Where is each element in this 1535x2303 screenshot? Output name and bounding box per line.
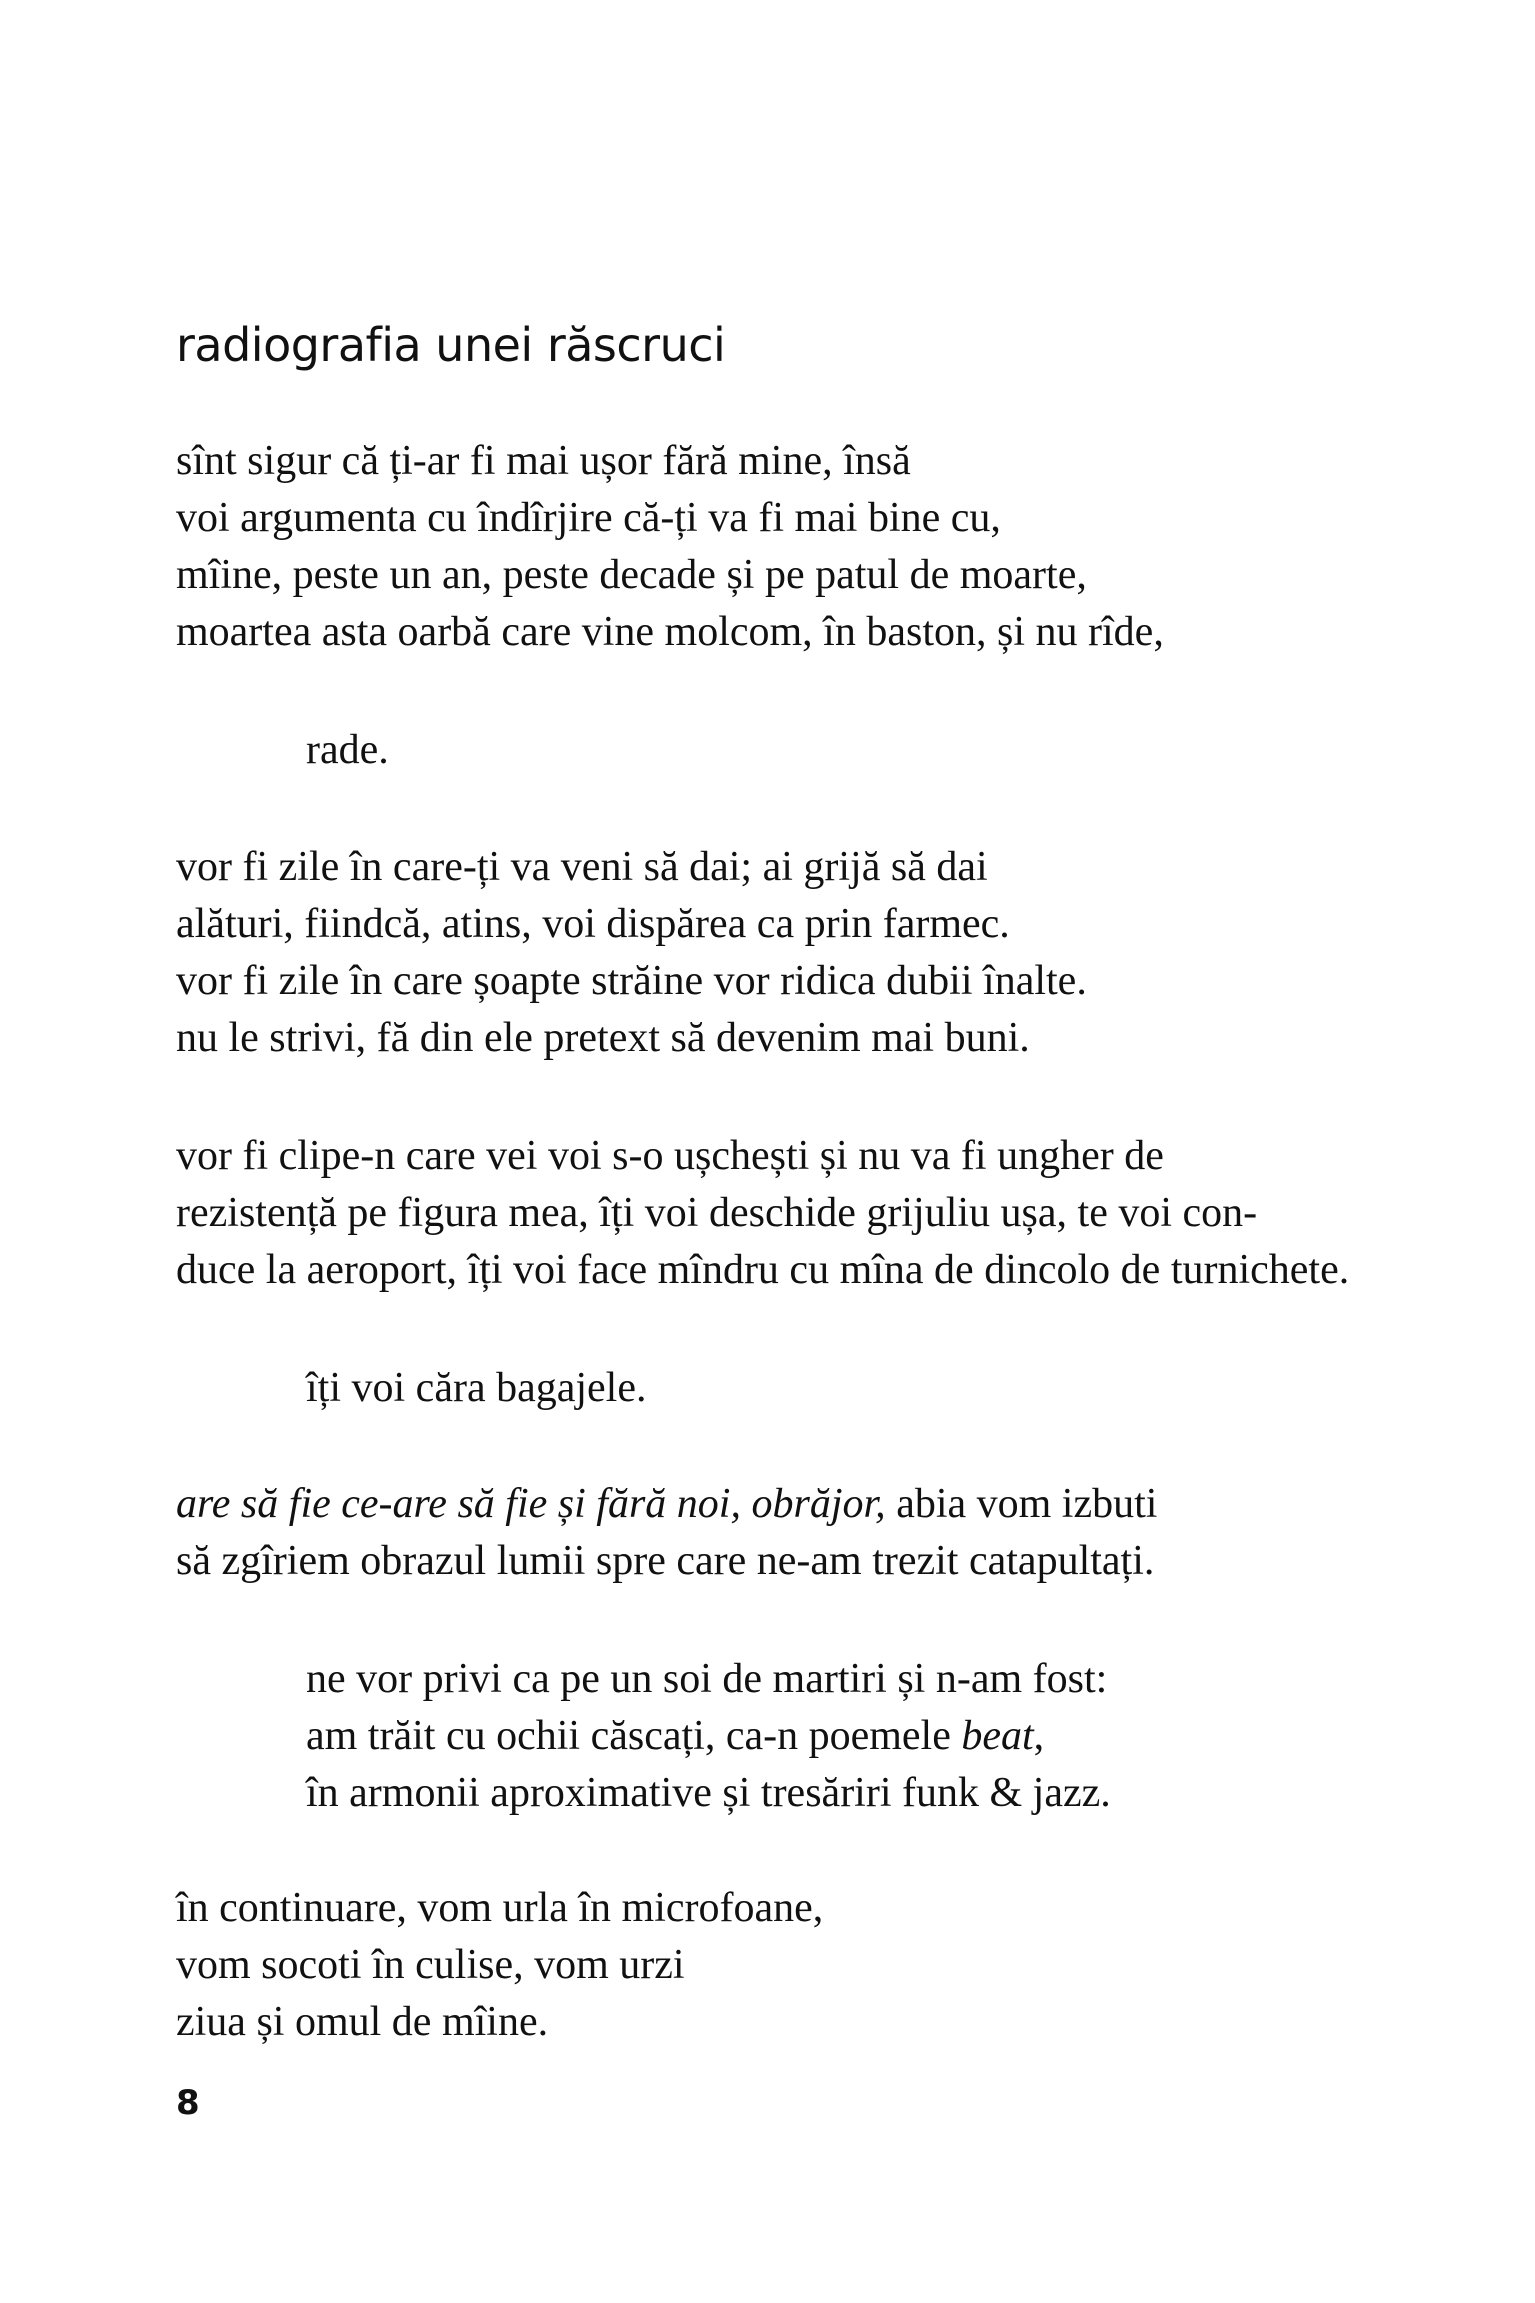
poem-line: vor fi zile în care șoapte străine vor ridica dubii înalte. (176, 958, 1087, 1004)
poem-line (176, 1476, 1157, 1533)
poem-line: duce la aeroport, îți voi face mîndru cu mîna de dincolo de turnichete. (176, 1247, 1350, 1293)
poem-line: să zgîriem obrazul lumii spre care ne-am trezit catapultați. (176, 1538, 1155, 1584)
line-text: , (1033, 1713, 1045, 1759)
stanza-4 (176, 1128, 1349, 1299)
poem-line: sînt sigur că ți-ar fi mai ușor fără mine, însă (176, 438, 911, 484)
line-text: am trăit cu ochii căscați, ca-n poemele (306, 1713, 962, 1759)
stanza-8 (176, 1880, 823, 2051)
poem-title: radiografia unei răscruci (176, 318, 726, 372)
stanza-7 (306, 1651, 1111, 1822)
line-text: abia vom izbuti (885, 1481, 1158, 1527)
poem-line: în continuare, vom urla în microfoane, (176, 1885, 824, 1931)
poem-line: voi argumenta cu îndîrjire că-ți va fi mai bine cu, (176, 495, 1001, 541)
stanza-1 (176, 433, 1164, 661)
stanza-3 (176, 839, 1087, 1067)
page-number: 8 (176, 2083, 200, 2123)
poem-line: nu le strivi, fă din ele pretext să devenim mai buni. (176, 1015, 1030, 1061)
poem-line: ziua și omul de mîine. (176, 1999, 549, 2045)
stanza-2 (306, 722, 389, 779)
poem-line: moartea asta oarbă care vine molcom, în baston, și nu rîde, (176, 609, 1164, 655)
stanza-6 (176, 1476, 1157, 1590)
poem-line: vor fi clipe-n care vei voi s-o ușchești și nu va fi ungher de (176, 1133, 1164, 1179)
poem-line: în armonii aproximative și tresăriri funk & jazz. (306, 1770, 1111, 1816)
poem-line: mîine, peste un an, peste decade și pe patul de moarte, (176, 552, 1087, 598)
poem-line: vor fi zile în care-ți va veni să dai; ai grijă să dai (176, 844, 988, 890)
stanza-5 (306, 1360, 647, 1417)
poem-line: rezistență pe figura mea, îți voi deschide grijuliu ușa, te voi con- (176, 1190, 1258, 1236)
italic-word: beat (961, 1713, 1034, 1759)
poem-line: îți voi căra bagajele. (306, 1365, 647, 1411)
poem-line: vom socoti în culise, vom urzi (176, 1942, 685, 1988)
poem-line: ne vor privi ca pe un soi de martiri și n-am fost: (306, 1656, 1108, 1702)
poem-line: rade. (306, 727, 389, 773)
italic-phrase: are să fie ce-are să fie și fără noi, obrăjor, (176, 1481, 886, 1527)
poem-line: alături, fiindcă, atins, voi dispărea ca prin farmec. (176, 901, 1010, 947)
poem-line (306, 1708, 1111, 1765)
